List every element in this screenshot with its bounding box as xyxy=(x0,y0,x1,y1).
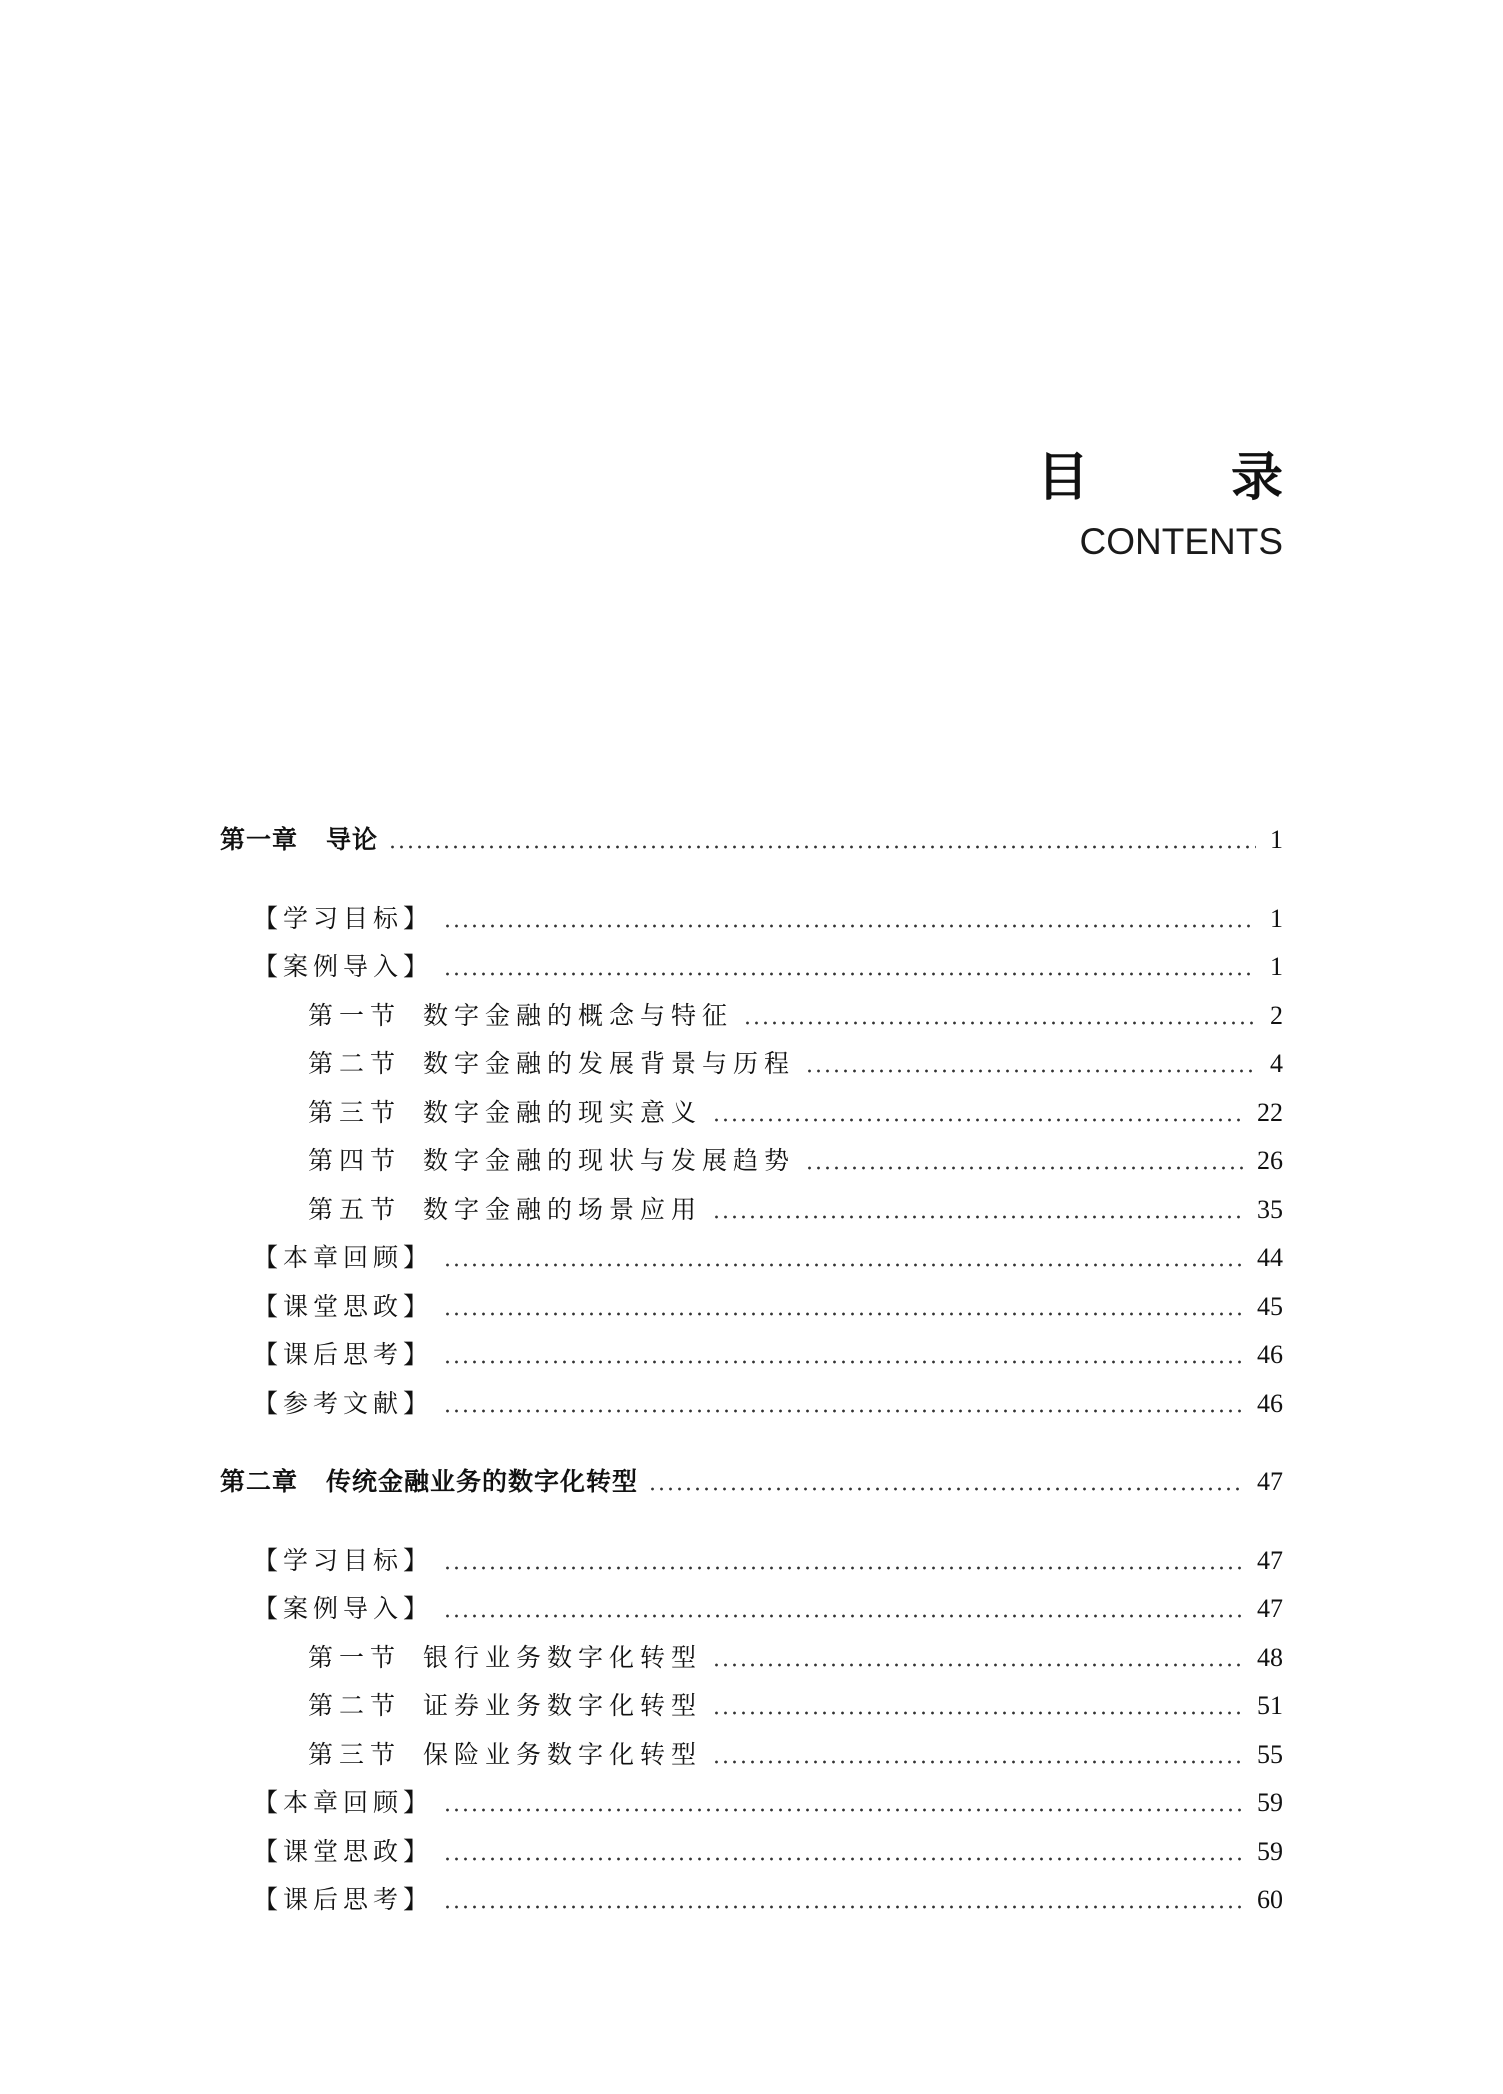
toc-entry-label xyxy=(220,1832,433,1872)
toc-entry-number: 第二章 xyxy=(220,1467,299,1496)
toc-entry-label xyxy=(220,1638,702,1678)
toc-entry-title: 数字金融的概念与特征 xyxy=(423,1000,734,1030)
toc-entry-bracket xyxy=(220,1384,1283,1424)
toc-entry-page: 45 xyxy=(1257,1291,1283,1321)
dot-leader xyxy=(712,1711,1243,1715)
toc-entry-section xyxy=(220,1141,1283,1181)
toc-entry-section xyxy=(220,1638,1283,1678)
contents-header xyxy=(1036,448,1345,564)
toc-entry-section xyxy=(220,1735,1283,1775)
toc-entry-number: 第五节 xyxy=(308,1194,402,1224)
toc-entry-label xyxy=(220,1093,702,1133)
page-title: 目 录 xyxy=(1036,448,1345,508)
toc-entry-title: 【本章回顾】 xyxy=(253,1243,434,1272)
toc-entry-page: 60 xyxy=(1257,1885,1283,1914)
toc-entry-label xyxy=(220,1735,702,1775)
toc-entry-label xyxy=(220,1462,638,1502)
toc-entry-number: 第四节 xyxy=(308,1146,402,1175)
toc-entry-title: 传统金融业务的数字化转型 xyxy=(326,1467,639,1496)
toc-entry-number: 第三节 xyxy=(308,1739,402,1769)
toc-entry-page: 59 xyxy=(1257,1788,1283,1817)
toc-entry-label xyxy=(220,1238,433,1278)
toc-entry-title: 数字金融的发展背景与历程 xyxy=(423,1049,796,1078)
toc-entry-label xyxy=(220,1141,795,1181)
toc-entry-bracket xyxy=(220,1335,1283,1375)
toc-entry-bracket xyxy=(220,1832,1283,1872)
toc-entry-page: 47 xyxy=(1257,1545,1283,1575)
toc-entry-bracket xyxy=(220,1238,1283,1278)
toc-entry-page: 26 xyxy=(1257,1146,1283,1175)
toc-entry-bracket xyxy=(220,1287,1283,1327)
toc-entry-chapter xyxy=(220,1462,1283,1502)
toc-entry-section xyxy=(220,1190,1283,1230)
toc-entry-bracket xyxy=(220,947,1283,987)
toc-entry-title: 【学习目标】 xyxy=(253,903,434,933)
dot-leader xyxy=(443,1614,1243,1618)
dot-leader xyxy=(712,1760,1243,1764)
dot-leader xyxy=(443,924,1256,928)
dot-leader xyxy=(712,1118,1243,1122)
toc-entry-title: 【课后思考】 xyxy=(253,1340,434,1369)
toc-entry-title: 银行业务数字化转型 xyxy=(423,1642,703,1672)
toc-entry-title: 导论 xyxy=(326,825,379,854)
toc-entry-label xyxy=(220,899,433,939)
dot-leader xyxy=(712,1663,1243,1667)
toc-entry-bracket xyxy=(220,1783,1283,1823)
toc-entry-title: 【课堂思政】 xyxy=(253,1836,434,1866)
toc-entry-page: 51 xyxy=(1257,1691,1283,1720)
toc-entry-page: 47 xyxy=(1257,1467,1283,1496)
toc-entry-label xyxy=(220,1190,702,1230)
toc-entry-page: 55 xyxy=(1257,1739,1283,1769)
dot-leader xyxy=(443,1409,1243,1413)
toc-entry-page: 46 xyxy=(1257,1340,1283,1369)
toc-entry-section xyxy=(220,1044,1283,1084)
toc-entry-page: 1 xyxy=(1270,952,1283,981)
toc-entry-page: 59 xyxy=(1257,1836,1283,1866)
dot-leader xyxy=(443,1263,1243,1267)
toc-entry-title: 【案例导入】 xyxy=(253,952,434,981)
dot-leader xyxy=(443,1905,1243,1909)
dot-leader xyxy=(712,1215,1243,1219)
toc-entry-label xyxy=(220,820,378,860)
dot-leader xyxy=(443,972,1256,976)
toc-entry-page: 4 xyxy=(1270,1049,1283,1078)
dot-leader xyxy=(805,1069,1256,1073)
toc-entry-label xyxy=(220,1384,433,1424)
toc-entry-section xyxy=(220,996,1283,1036)
toc-entry-label xyxy=(220,947,433,987)
toc-entry-bracket xyxy=(220,899,1283,939)
toc-entry-title: 【学习目标】 xyxy=(253,1545,434,1575)
toc-entry-title: 【课堂思政】 xyxy=(253,1291,434,1321)
toc-entry-title: 数字金融的场景应用 xyxy=(423,1194,703,1224)
toc-entry-section xyxy=(220,1686,1283,1726)
toc-entry-page: 44 xyxy=(1257,1243,1283,1272)
toc-entry-title: 【案例导入】 xyxy=(253,1594,434,1623)
toc-entry-page: 1 xyxy=(1270,903,1283,933)
toc-entry-label xyxy=(220,1686,702,1726)
toc-entry-label xyxy=(220,996,733,1036)
toc-entry-label xyxy=(220,1044,795,1084)
toc-entry-number: 第二节 xyxy=(308,1049,402,1078)
toc-entry-bracket xyxy=(220,1589,1283,1629)
toc-entry-title: 【本章回顾】 xyxy=(253,1788,434,1817)
toc-entry-section xyxy=(220,1093,1283,1133)
toc-entry-title: 【参考文献】 xyxy=(253,1388,434,1418)
toc-entry-label xyxy=(220,1880,433,1920)
toc-entry-page: 48 xyxy=(1257,1642,1283,1672)
dot-leader xyxy=(388,845,1256,849)
toc-entry-title: 数字金融的现状与发展趋势 xyxy=(423,1146,796,1175)
dot-leader xyxy=(805,1166,1243,1170)
dot-leader xyxy=(443,1857,1243,1861)
toc-entry-label xyxy=(220,1541,433,1581)
toc-entry-number: 第一章 xyxy=(220,825,299,854)
toc-entry-bracket xyxy=(220,1541,1283,1581)
toc-entry-page: 47 xyxy=(1257,1594,1283,1623)
toc-entry-number: 第二节 xyxy=(308,1691,402,1720)
page-subtitle: CONTENTS xyxy=(1079,521,1283,562)
toc-entry-label xyxy=(220,1287,433,1327)
dot-leader xyxy=(648,1487,1243,1491)
toc-entry-title: 保险业务数字化转型 xyxy=(423,1739,703,1769)
dot-leader xyxy=(743,1021,1256,1025)
toc-entry-label xyxy=(220,1783,433,1823)
toc-entry-page: 2 xyxy=(1270,1000,1283,1030)
dot-leader xyxy=(443,1566,1243,1570)
toc-entry-chapter xyxy=(220,820,1283,860)
dot-leader xyxy=(443,1312,1243,1316)
toc-entry-label xyxy=(220,1335,433,1375)
toc-entry-number: 第三节 xyxy=(308,1097,402,1127)
toc-entry-number: 第一节 xyxy=(308,1000,402,1030)
dot-leader xyxy=(443,1360,1243,1364)
toc-entry-title: 数字金融的现实意义 xyxy=(423,1097,703,1127)
toc-entry-bracket xyxy=(220,1880,1283,1920)
toc-entry-page: 1 xyxy=(1270,825,1283,854)
toc-entry-page: 22 xyxy=(1257,1097,1283,1127)
toc-entry-page: 35 xyxy=(1257,1194,1283,1224)
dot-leader xyxy=(443,1808,1243,1812)
toc-entry-page: 46 xyxy=(1257,1388,1283,1418)
toc-entry-number: 第一节 xyxy=(308,1642,402,1672)
toc-entry-label xyxy=(220,1589,433,1629)
toc-entry-title: 证券业务数字化转型 xyxy=(423,1691,703,1720)
toc-entry-title: 【课后思考】 xyxy=(253,1885,434,1914)
